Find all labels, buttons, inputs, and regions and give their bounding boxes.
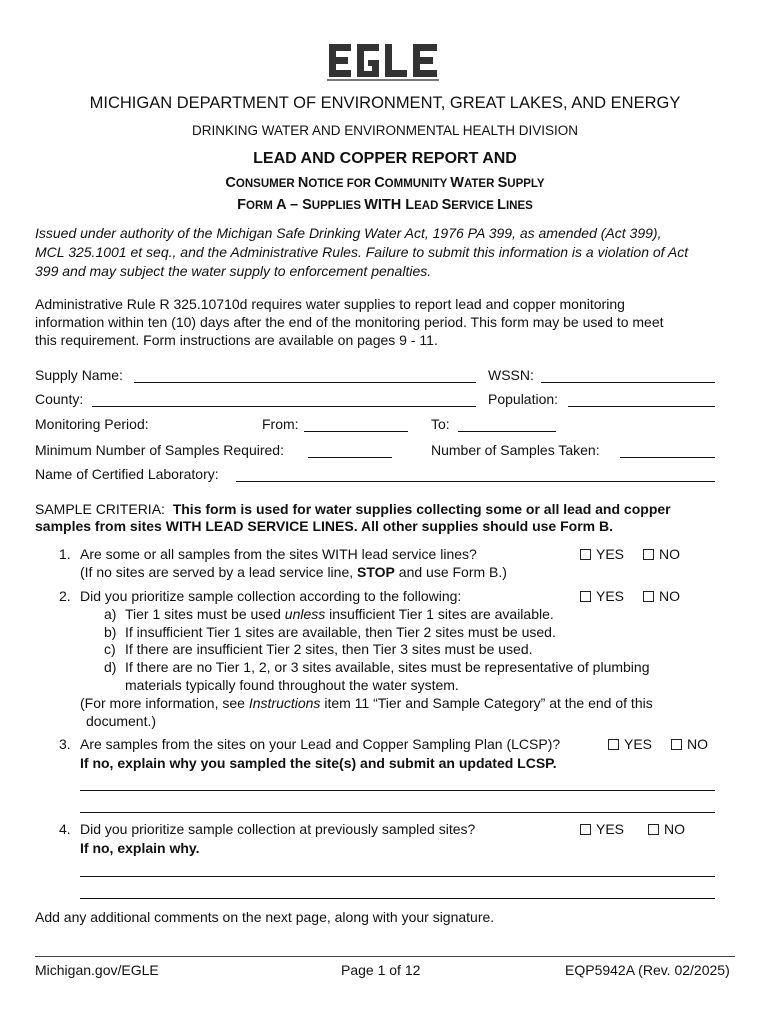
question-4-number: 4. [59, 821, 71, 837]
tier-b-text: If insufficient Tier 1 sites are available, then Tier 2 sites must be used. [125, 624, 556, 640]
from-date-input[interactable] [304, 431, 408, 432]
tier-a-text [125, 606, 554, 622]
rule-line: Administrative Rule R 325.10710d requires water supplies to report lead and copper monitoring [35, 296, 625, 312]
department-heading: MICHIGAN DEPARTMENT OF ENVIRONMENT, GREAT LAKES, AND ENERGY [89, 94, 681, 112]
question-2-note [80, 695, 653, 711]
no-label: NO [687, 736, 708, 752]
lab-label: Name of Certified Laboratory: [35, 466, 219, 482]
no-label: NO [664, 821, 685, 837]
supply-name-input[interactable] [134, 382, 476, 383]
note-text: and use Form B.) [394, 564, 507, 580]
form-title: LEAD AND COPPER REPORT AND [253, 150, 517, 167]
tier-d-label: d) [104, 659, 117, 675]
sample-criteria-line-1 [35, 501, 671, 517]
checkbox-icon[interactable] [648, 824, 659, 835]
monitoring-period-label: Monitoring Period: [35, 416, 149, 432]
q2-no-option[interactable] [643, 588, 680, 604]
to-label: To: [431, 416, 450, 432]
form-subtitle-consumer-notice: CONSUMER NOTICE FOR COMMUNITY WATER SUPPLY [225, 175, 545, 191]
footer-page-number: Page 1 of 12 [341, 962, 421, 978]
checkbox-icon[interactable] [671, 739, 682, 750]
q3-yes-option[interactable] [608, 736, 652, 752]
from-label: From: [262, 416, 299, 432]
q3-no-option[interactable] [671, 736, 708, 752]
samples-taken-label: Number of Samples Taken: [431, 442, 600, 458]
authority-line: MCL 325.1001 et seq., and the Administrative Rules. Failure to submit this information is a violation of Act [35, 244, 689, 260]
checkbox-icon[interactable] [643, 549, 654, 560]
question-3-text: Are samples from the sites on your Lead and Copper Sampling Plan (LCSP)? [80, 736, 561, 752]
min-samples-label: Minimum Number of Samples Required: [35, 442, 284, 458]
sample-criteria-line-2: samples from sites WITH LEAD SERVICE LINES. All other supplies should use Form B. [35, 518, 613, 534]
note-text: item 11 “Tier and Sample Category” at the end of this [320, 695, 653, 711]
q1-no-option[interactable] [643, 546, 680, 562]
q3-explanation-line-2[interactable] [80, 812, 715, 813]
sample-criteria-text: This form is used for water supplies collecting some or all lead and copper [172, 501, 671, 517]
q2-yes-option[interactable] [580, 588, 624, 604]
note-text: (For more information, see [80, 695, 249, 711]
authority-statement [35, 224, 688, 281]
emphasis-text: Instructions [248, 695, 321, 711]
county-label: County: [35, 391, 84, 407]
note-text: (If no sites are served by a lead service line, [80, 564, 358, 580]
question-2-number: 2. [59, 588, 71, 604]
q4-explanation-line-1[interactable] [80, 876, 715, 877]
tier-d-text: If there are no Tier 1, 2, or 3 sites available, sites must be representative of plumbing [125, 659, 650, 675]
yes-label: YES [596, 546, 625, 562]
footer-website: Michigan.gov/EGLE [35, 962, 159, 978]
wssn-label: WSSN: [488, 367, 534, 383]
rule-statement [35, 295, 664, 349]
checkbox-icon[interactable] [608, 739, 619, 750]
question-1-text: Are some or all samples from the sites WITH lead service lines? [80, 546, 477, 562]
authority-line: 399 and may subject the water supply to enforcement penalties. [35, 263, 432, 279]
yes-label: YES [596, 821, 625, 837]
lab-input[interactable] [236, 481, 715, 482]
wssn-input[interactable] [541, 382, 715, 383]
rule-line: information within ten (10) days after the end of the monitoring period. This form may be used to meet [35, 314, 664, 330]
form-subtitle-form-a: FORM A – SUPPLIES WITH LEAD SERVICE LINES [237, 197, 533, 213]
egle-logo-mark [327, 44, 443, 84]
tier-d-text-cont: materials typically found throughout the water system. [125, 677, 459, 693]
question-4-text: Did you prioritize sample collection at previously sampled sites? [80, 821, 476, 837]
checkbox-icon[interactable] [580, 549, 591, 560]
q4-explanation-line-2[interactable] [80, 898, 715, 899]
question-1-number: 1. [59, 546, 71, 562]
q3-explanation-line-1[interactable] [80, 790, 715, 791]
division-heading: DRINKING WATER AND ENVIRONMENTAL HEALTH DIVISION [191, 123, 579, 138]
samples-taken-input[interactable] [620, 457, 715, 458]
tier-b-label: b) [104, 624, 117, 640]
population-label: Population: [488, 391, 559, 407]
question-1-note [80, 564, 507, 580]
q4-yes-option[interactable] [580, 821, 624, 837]
closing-note: Add any additional comments on the next page, along with your signature. [35, 909, 495, 925]
yes-label: YES [624, 736, 653, 752]
checkbox-icon[interactable] [580, 824, 591, 835]
q4-no-option[interactable] [648, 821, 685, 837]
min-samples-input[interactable] [308, 457, 392, 458]
supply-name-label: Supply Name: [35, 367, 123, 383]
population-input[interactable] [568, 406, 715, 407]
checkbox-icon[interactable] [580, 591, 591, 602]
question-4-explain: If no, explain why. [80, 840, 200, 856]
footer-divider [35, 956, 735, 957]
emphasis-text: unless [284, 606, 326, 622]
no-label: NO [659, 546, 680, 562]
question-2-text: Did you prioritize sample collection according to the following: [80, 588, 462, 604]
tier-a-label: a) [104, 606, 117, 622]
tier-text: Tier 1 sites must be used [125, 606, 285, 622]
yes-label: YES [596, 588, 625, 604]
no-label: NO [659, 588, 680, 604]
tier-c-label: c) [104, 641, 116, 657]
egle-logo [0, 44, 770, 89]
stop-text: STOP [357, 564, 395, 580]
question-2-note-cont: document.) [86, 713, 157, 729]
footer-form-code: EQP5942A (Rev. 02/2025) [565, 962, 730, 978]
county-input[interactable] [92, 406, 476, 407]
checkbox-icon[interactable] [643, 591, 654, 602]
rule-line: this requirement. Form instructions are available on pages 9 - 11. [35, 332, 438, 348]
q1-yes-option[interactable] [580, 546, 624, 562]
tier-c-text: If there are insufficient Tier 2 sites, then Tier 3 sites must be used. [125, 641, 533, 657]
sample-criteria-label: SAMPLE CRITERIA: [35, 501, 165, 517]
question-3-number: 3. [59, 736, 71, 752]
tier-text: insufficient Tier 1 sites are available. [325, 606, 554, 622]
authority-line: Issued under authority of the Michigan Safe Drinking Water Act, 1976 PA 399, as amended (Act 399), [35, 225, 662, 241]
to-date-input[interactable] [458, 431, 556, 432]
question-3-explain: If no, explain why you sampled the site(s) and submit an updated LCSP. [80, 755, 557, 771]
